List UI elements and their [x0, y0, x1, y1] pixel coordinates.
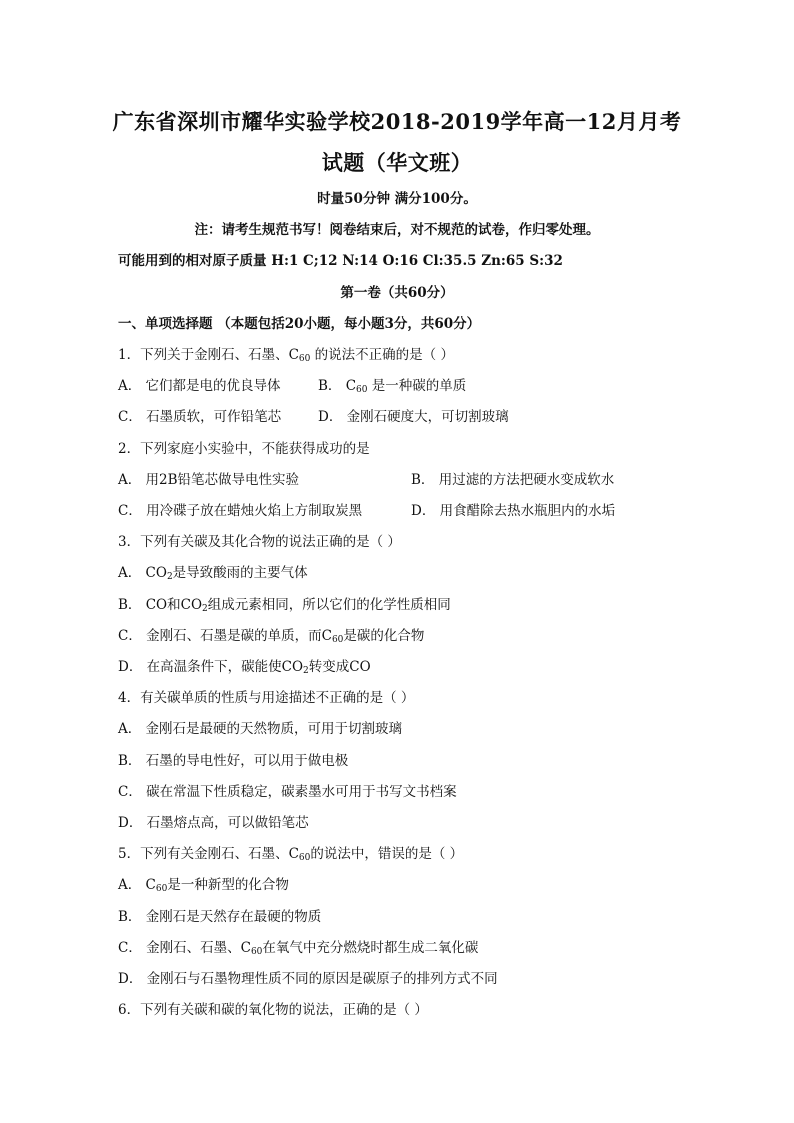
- question-1-option-a: A． 它们都是电的优良导体: [118, 378, 281, 394]
- question-5-option-a: A． $C_{60}$是一种新型的化合物: [118, 877, 289, 894]
- question-1-stem: 1．下列关于金刚石、石墨、$C_{60}$ 的说法不正确的是（ ）: [118, 347, 454, 364]
- question-4-option-c: C． 碳在常温下性质稳定，碳素墨水可用于书写文书档案: [118, 784, 457, 800]
- question-3-option-d: D． 在高温条件下，碳能使$CO_2$转变成CO: [118, 659, 371, 676]
- part-title: 一、单项选择题 （本题包括20小题，每小题3分，共60分）: [118, 316, 481, 332]
- question-5-stem: 5．下列有关金刚石、石墨、$C_{60}$的说法中，错误的是（ ）: [118, 846, 464, 863]
- question-1-option-b: B． $C_{60}$ 是一种碳的单质: [318, 378, 467, 395]
- question-4-stem: 4．有关碳单质的性质与用途描述不正确的是（ ）: [118, 690, 415, 706]
- question-5-option-c: C． 金刚石、石墨、$C_{60}$在氧气中充分燃烧时都生成二氧化碳: [118, 940, 479, 957]
- time-info: 时量50分钟 满分100分。: [317, 191, 477, 207]
- question-6-stem: 6．下列有关碳和碳的氧化物的说法，正确的是（ ）: [118, 1002, 428, 1018]
- question-3-option-a: A． $CO_2$是导致酸雨的主要气体: [118, 565, 308, 582]
- question-2-option-d: D． 用食醋除去热水瓶胆内的水垢: [411, 503, 616, 519]
- question-5-option-b: B． 金刚石是天然存在最硬的物质: [118, 909, 322, 925]
- question-1-option-d: D． 金刚石硬度大，可切割玻璃: [318, 409, 509, 425]
- notice: 注：请考生规范书写！阅卷结束后，对不规范的试卷，作归零处理。: [194, 222, 600, 238]
- question-2-stem: 2．下列家庭小实验中，不能获得成功的是: [118, 441, 370, 457]
- question-4-option-a: A． 金刚石是最硬的天然物质，可用于切割玻璃: [118, 721, 403, 737]
- volume-title: 第一卷（共60分）: [340, 285, 454, 301]
- question-3-option-b: B． CO和$CO_2$组成元素相同，所以它们的化学性质相同: [118, 597, 451, 614]
- question-2-option-b: B． 用过滤的方法把硬水变成软水: [411, 472, 615, 488]
- exam-title-line2: 试题（华文班）: [321, 150, 473, 175]
- question-4-option-d: D． 石墨熔点高，可以做铅笔芯: [118, 815, 309, 831]
- question-2-option-a: A． 用2B铅笔芯做导电性实验: [118, 472, 300, 488]
- atomic-mass-info: 可能用到的相对原子质量 H:1 C;12 N:14 O:16 Cl:35.5 Zn:65 S:32: [118, 253, 563, 269]
- exam-title-line1: 广东省深圳市耀华实验学校2018-2019学年高一12月月考: [112, 109, 682, 134]
- question-2-option-c: C． 用冷碟子放在蜡烛火焰上方制取炭黑: [118, 503, 363, 519]
- question-4-option-b: B． 石墨的导电性好，可以用于做电极: [118, 753, 349, 769]
- question-5-option-d: D． 金刚石与石墨物理性质不同的原因是碳原子的排列方式不同: [118, 971, 498, 987]
- question-1-option-c: C． 石墨质软，可作铅笔芯: [118, 409, 282, 425]
- question-3-stem: 3．下列有关碳及其化合物的说法正确的是（ ）: [118, 534, 401, 550]
- question-3-option-c: C． 金刚石、石墨是碳的单质，而$C_{60}$是碳的化合物: [118, 628, 425, 645]
